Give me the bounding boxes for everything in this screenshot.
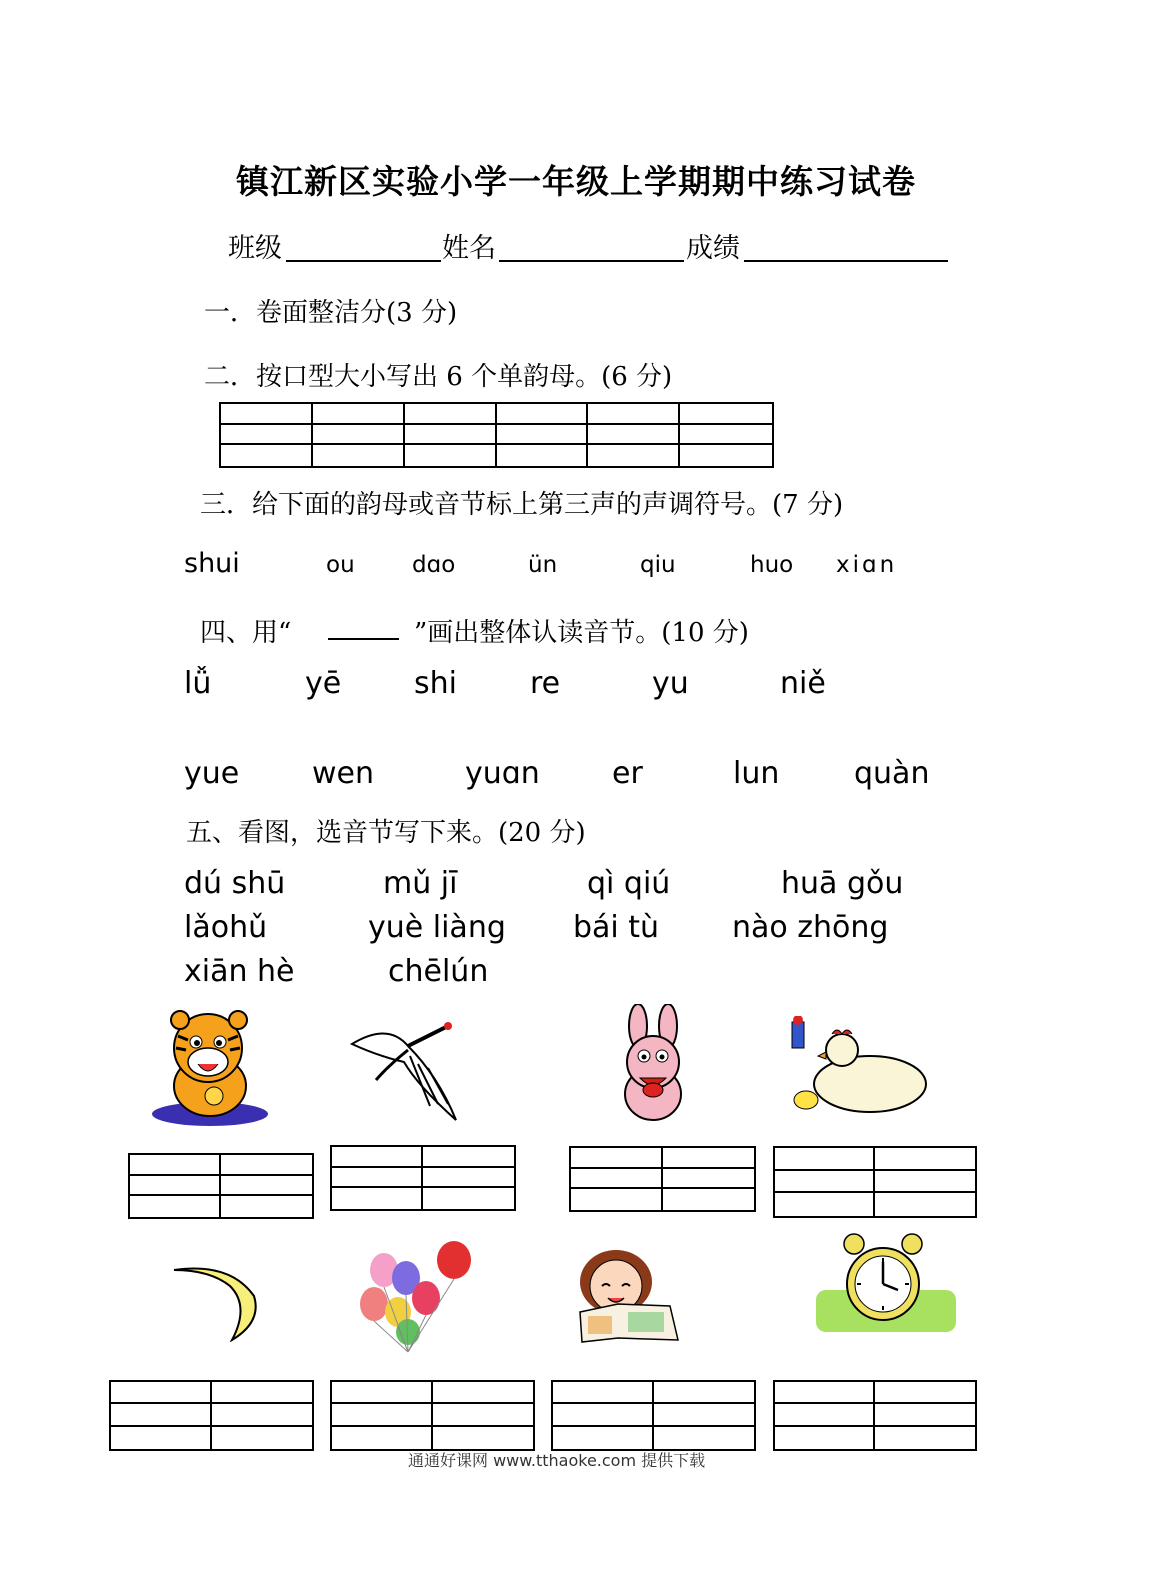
balloons-picture xyxy=(356,1240,476,1355)
question-4-suffix: ”画出整体认读音节。(10 分) xyxy=(414,618,749,648)
class-label: 班级 xyxy=(228,233,282,264)
question-3: 三．给下面的韵母或音节标上第三声的声调符号。(7 分) xyxy=(200,490,844,520)
syllable-item[interactable]: niě xyxy=(780,666,826,701)
syllable-item[interactable]: quàn xyxy=(854,756,930,791)
page-title: 镇江新区实验小学一年级上学期期中练习试卷 xyxy=(236,162,916,201)
syllable-item: dɑo xyxy=(412,552,456,578)
answer-grid-crane[interactable] xyxy=(330,1145,516,1211)
syllable-item[interactable]: yue xyxy=(184,756,240,791)
girl-reading-picture xyxy=(558,1246,688,1346)
class-blank[interactable] xyxy=(286,232,441,262)
vowel-writing-grid[interactable] xyxy=(219,402,774,468)
syllable-option: nào zhōng xyxy=(732,910,889,945)
answer-grid-girl-reading[interactable] xyxy=(551,1380,756,1451)
crane-picture xyxy=(348,1016,463,1126)
rabbit-picture xyxy=(606,1004,701,1124)
score-blank[interactable] xyxy=(744,232,948,262)
syllable-item: ou xyxy=(326,552,355,578)
syllable-item[interactable]: lǚ xyxy=(184,666,212,701)
syllable-item[interactable]: yē xyxy=(305,666,342,701)
syllable-item[interactable]: er xyxy=(612,756,643,791)
moon-picture xyxy=(170,1262,265,1342)
syllable-option: qì qiú xyxy=(587,866,671,901)
syllable-option: lǎohǔ xyxy=(184,910,268,945)
syllable-item: shui xyxy=(184,548,240,579)
question-1: 一．卷面整洁分(3 分) xyxy=(204,298,458,328)
alarm-clock-picture xyxy=(816,1232,956,1332)
answer-grid-alarm-clock[interactable] xyxy=(773,1380,977,1451)
answer-grid-rabbit[interactable] xyxy=(569,1146,756,1212)
syllable-item[interactable]: yu xyxy=(652,666,689,701)
syllable-item[interactable]: re xyxy=(530,666,561,701)
syllable-item: qiu xyxy=(640,552,676,578)
footer-source: 通通好课网 www.tthaoke.com 提供下载 xyxy=(408,1451,706,1470)
question-5: 五、看图，选音节写下来。(20 分) xyxy=(186,818,586,848)
syllable-option: bái tù xyxy=(573,910,660,945)
name-label: 姓名 xyxy=(442,233,496,264)
tiger-picture xyxy=(148,1006,278,1126)
question-2: 二．按口型大小写出 6 个单韵母。(6 分) xyxy=(204,362,673,392)
answer-grid-balloons[interactable] xyxy=(330,1380,535,1451)
syllable-option: huā gǒu xyxy=(781,866,904,901)
syllable-option: mǔ jī xyxy=(383,866,458,901)
syllable-option: yuè liàng xyxy=(368,910,506,945)
syllable-item[interactable]: shi xyxy=(414,666,457,701)
answer-grid-moon[interactable] xyxy=(109,1380,314,1451)
hen-picture xyxy=(790,1016,930,1116)
answer-grid-tiger[interactable] xyxy=(128,1153,314,1219)
name-blank[interactable] xyxy=(499,232,684,262)
syllable-item: ün xyxy=(528,552,558,578)
syllable-option: dú shū xyxy=(184,866,286,901)
syllable-option: xiān hè xyxy=(184,954,295,989)
score-label: 成绩 xyxy=(686,233,740,264)
syllable-option: chēlún xyxy=(388,954,489,989)
syllable-item: huo xyxy=(750,552,794,578)
answer-grid-hen[interactable] xyxy=(773,1146,977,1218)
syllable-item[interactable]: wen xyxy=(312,756,375,791)
syllable-item[interactable]: yuɑn xyxy=(465,756,540,791)
question-4-prefix: 四、用“ xyxy=(200,618,292,648)
syllable-item[interactable]: lun xyxy=(733,756,780,791)
underline-sample xyxy=(328,620,399,640)
syllable-item: xiɑn xyxy=(836,552,898,578)
